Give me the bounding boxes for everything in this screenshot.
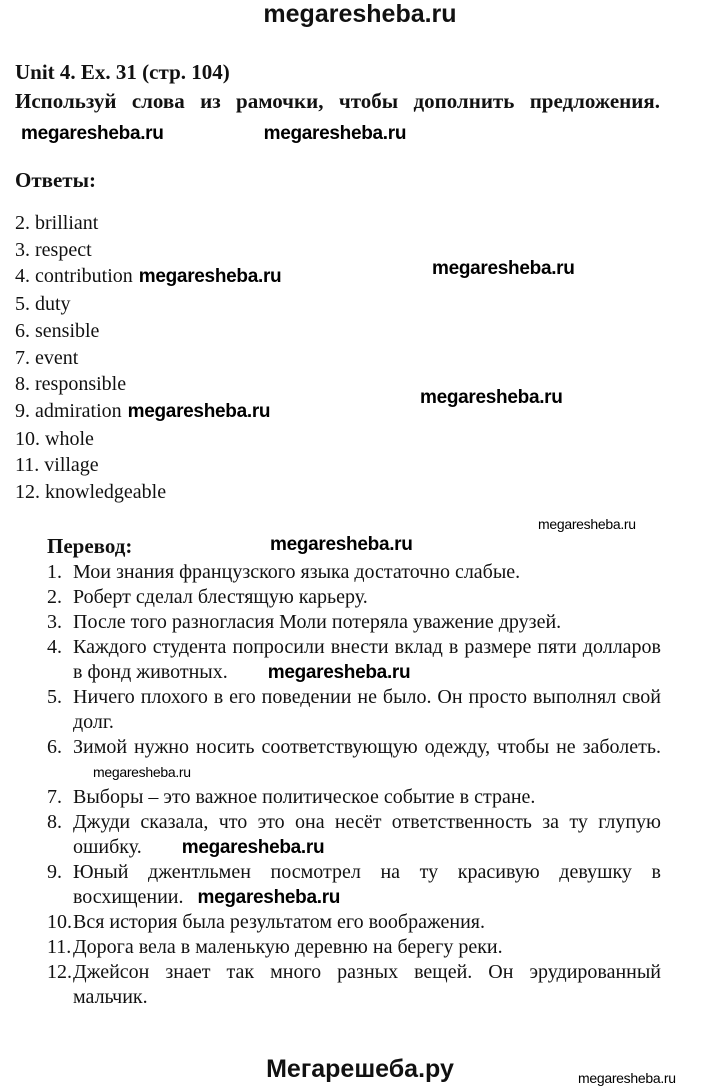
item-text: Вся история была результатом его воображения. — [73, 911, 485, 933]
item-text: Роберт сделал блестящую карьеру. — [73, 586, 368, 608]
item-body — [73, 960, 661, 1010]
item-number: 8. — [47, 811, 62, 833]
answer-text: 12. knowledgeable — [15, 481, 167, 504]
translation-item — [47, 960, 661, 1010]
item-number: 2. — [47, 586, 62, 608]
item-text: После того разногласия Моли потеряла уважение друзей. — [73, 611, 562, 633]
answers-list — [15, 210, 281, 506]
item-body — [73, 560, 661, 585]
item-text: Каждого студента попросили внести вклад в размере пяти долларов в фонд животных. — [73, 636, 661, 683]
item-body — [73, 910, 661, 935]
watermark: megaresheba.ru — [432, 258, 575, 279]
item-body — [73, 585, 661, 610]
item-text: Выборы – это важное политическое событие в стране. — [73, 786, 536, 808]
item-number: 5. — [47, 686, 62, 708]
answer-text: 6. sensible — [15, 319, 100, 342]
answer-text: 9. admiration — [15, 399, 122, 422]
watermark: megaresheba.ru — [21, 123, 164, 144]
item-text: Джуди сказала, что это она несёт ответственность за ту глупую ошибку. — [73, 811, 661, 858]
item-text: Дорога вела в маленькую деревню на берегу реки. — [73, 936, 503, 958]
answer-item — [15, 210, 281, 237]
watermark: megaresheba.ru — [267, 662, 411, 683]
translation-item — [47, 585, 661, 610]
site-header: megaresheba.ru — [263, 0, 457, 28]
translation-item — [47, 610, 661, 635]
item-body — [73, 685, 661, 735]
item-text: Зимой нужно носить соответствующую одежду, чтобы не заболеть. — [73, 736, 661, 758]
item-text: Джейсон знает так много разных вещей. Он эрудированный мальчик. — [73, 961, 661, 1008]
answer-text: 7. event — [15, 346, 79, 369]
answer-text: 8. responsible — [15, 373, 127, 396]
item-number: 1. — [47, 561, 62, 583]
translation-item — [47, 910, 661, 935]
item-body — [73, 785, 661, 810]
watermark: megaresheba.ru — [270, 534, 413, 555]
answer-item — [15, 426, 281, 453]
answer-item — [15, 371, 281, 398]
translation-item — [47, 735, 661, 785]
task-text: Используй слова из рамочки, чтобы дополнить предложения. — [15, 89, 660, 113]
item-text: Ничего плохого в его поведении не было. Он просто выполнял свой долг. — [73, 686, 661, 733]
translation-item — [47, 860, 661, 910]
answer-text: 3. respect — [15, 238, 92, 261]
item-number: 12. — [47, 961, 72, 983]
item-number: 11. — [47, 936, 72, 958]
answer-item — [15, 479, 281, 506]
answer-item — [15, 452, 281, 479]
item-number: 10. — [47, 911, 72, 933]
answers-heading: Ответы: — [15, 168, 97, 192]
item-number: 7. — [47, 786, 62, 808]
watermark: megaresheba.ru — [420, 387, 563, 408]
watermark: megaresheba.ru — [578, 1070, 676, 1086]
item-body — [73, 935, 661, 960]
answer-item — [15, 291, 281, 318]
translation-list — [47, 560, 661, 1010]
item-body — [73, 735, 661, 785]
translation-item — [47, 810, 661, 860]
item-body — [73, 610, 661, 635]
watermark: megaresheba.ru — [181, 837, 325, 858]
answer-item — [15, 237, 281, 264]
watermark: megaresheba.ru — [263, 123, 407, 144]
item-text: Мои знания французского языка достаточно слабые. — [73, 561, 521, 583]
watermark: megaresheba.ru — [127, 400, 271, 422]
answer-text: 5. duty — [15, 293, 71, 316]
translation-item — [47, 685, 661, 735]
answer-item — [15, 398, 281, 426]
exercise-title: Unit 4. Ex. 31 (стр. 104) — [15, 60, 230, 84]
answer-text: 10. whole — [15, 427, 94, 450]
item-number: 3. — [47, 611, 62, 633]
answer-text: 4. contribution — [15, 265, 133, 288]
item-number: 6. — [47, 736, 62, 758]
task-block — [15, 86, 660, 149]
site-footer: Мегарешеба.ру — [266, 1055, 454, 1083]
answer-item — [15, 345, 281, 372]
watermark: megaresheba.ru — [538, 516, 636, 532]
answer-text: 2. brilliant — [15, 212, 99, 234]
watermark: megaresheba.ru — [138, 266, 282, 288]
translation-heading: Перевод: — [47, 534, 133, 558]
watermark: megaresheba.ru — [93, 764, 191, 780]
item-body — [73, 635, 661, 685]
answer-text: 11. village — [15, 454, 99, 477]
item-body — [73, 860, 661, 910]
translation-item — [47, 935, 661, 960]
item-body — [73, 810, 661, 860]
item-number: 4. — [47, 636, 62, 658]
item-text: Юный джентльмен посмотрел на ту красивую девушку в восхищении. — [73, 861, 661, 908]
translation-item — [47, 785, 661, 810]
translation-item — [47, 560, 661, 585]
answer-item — [15, 318, 281, 345]
watermark: megaresheba.ru — [197, 887, 341, 908]
answer-item — [15, 263, 281, 291]
translation-item — [47, 635, 661, 685]
item-number: 9. — [47, 861, 62, 883]
